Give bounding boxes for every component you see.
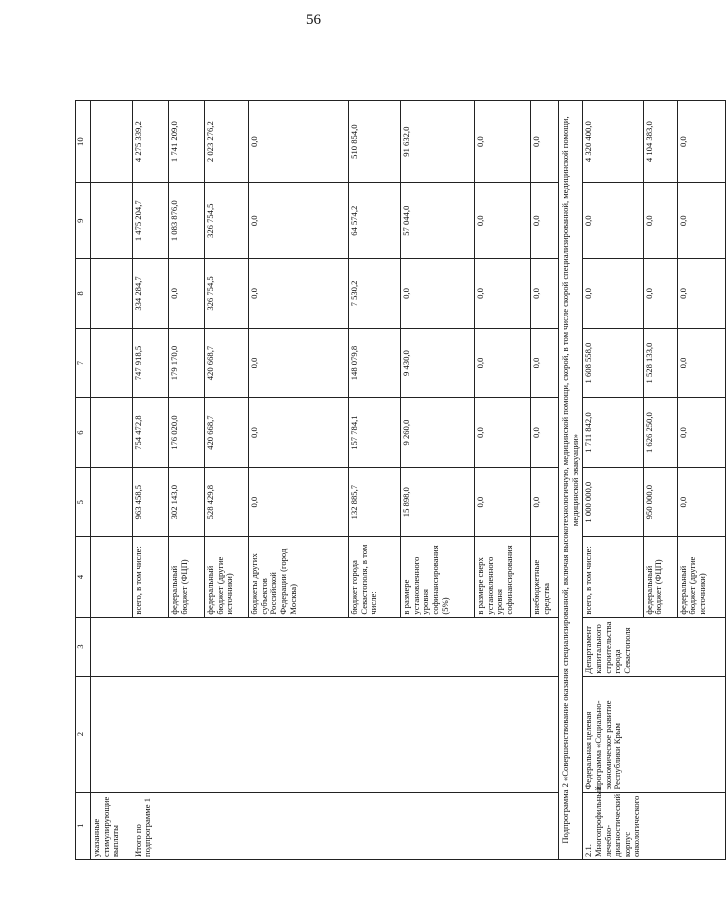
table-row bbox=[531, 101, 559, 860]
cell-value: 0,0 bbox=[475, 467, 531, 537]
budget-table bbox=[75, 100, 726, 860]
cell-value: 0,0 bbox=[169, 259, 205, 329]
cell-value bbox=[91, 101, 133, 183]
col-header: 8 bbox=[76, 259, 91, 329]
cell-value: 420 668,7 bbox=[205, 328, 249, 398]
cell-text bbox=[91, 676, 133, 792]
cell-text bbox=[133, 676, 169, 792]
cell-value: 7 530,2 bbox=[349, 259, 401, 329]
table-row bbox=[475, 101, 531, 860]
cell-value: 528 429,8 bbox=[205, 467, 249, 537]
cell-value: 0,0 bbox=[677, 328, 725, 398]
cell-value: 0,0 bbox=[677, 398, 725, 468]
cell-text: федеральный бюджет (другие источники) bbox=[205, 537, 249, 617]
cell-value: 0,0 bbox=[583, 183, 643, 259]
cell-text: Федеральная целевая программа «Социально-экономическое развитие Республики Крым bbox=[583, 676, 643, 792]
cell-value: 64 574,2 bbox=[349, 183, 401, 259]
cell-value: 148 079,8 bbox=[349, 328, 401, 398]
cell-value: 0,0 bbox=[677, 101, 725, 183]
cell-value bbox=[91, 328, 133, 398]
col-header: 7 bbox=[76, 328, 91, 398]
col-header: 1 bbox=[76, 792, 91, 859]
cell-value: 0,0 bbox=[475, 101, 531, 183]
col-header: 10 bbox=[76, 101, 91, 183]
column-number-row bbox=[76, 101, 91, 860]
cell-value: 963 458,5 bbox=[133, 467, 169, 537]
cell-text bbox=[249, 792, 349, 859]
cell-value: 0,0 bbox=[249, 259, 349, 329]
cell-value: 0,0 bbox=[249, 467, 349, 537]
cell-value: 0,0 bbox=[531, 259, 559, 329]
cell-text bbox=[91, 617, 133, 676]
cell-value: 950 000,0 bbox=[643, 467, 677, 537]
cell-value bbox=[91, 259, 133, 329]
cell-text bbox=[475, 792, 531, 859]
cell-text bbox=[531, 792, 559, 859]
cell-value: 4 320 400,0 bbox=[583, 101, 643, 183]
cell-text: указанные стимулирующие выплаты bbox=[91, 792, 133, 859]
table-row bbox=[205, 101, 249, 860]
cell-value: 0,0 bbox=[401, 259, 475, 329]
page-number: 56 bbox=[306, 12, 321, 28]
cell-text bbox=[349, 617, 401, 676]
cell-value: 0,0 bbox=[475, 398, 531, 468]
cell-text: бюджеты других субъектов Российской Федерации (город Москва) bbox=[249, 537, 349, 617]
cell-value: 0,0 bbox=[643, 183, 677, 259]
cell-text bbox=[643, 676, 677, 792]
cell-text bbox=[475, 617, 531, 676]
table-row bbox=[583, 101, 643, 860]
cell-value: 2 023 276,2 bbox=[205, 101, 249, 183]
col-header: 9 bbox=[76, 183, 91, 259]
cell-text bbox=[531, 617, 559, 676]
cell-value: 9 260,0 bbox=[401, 398, 475, 468]
cell-text bbox=[349, 676, 401, 792]
cell-value: 0,0 bbox=[531, 467, 559, 537]
cell-value: 0,0 bbox=[475, 259, 531, 329]
cell-text bbox=[169, 617, 205, 676]
cell-value: 1 741 209,0 bbox=[169, 101, 205, 183]
cell-value: 754 472,8 bbox=[133, 398, 169, 468]
cell-value bbox=[91, 398, 133, 468]
cell-value: 326 754,5 bbox=[205, 259, 249, 329]
cell-text bbox=[349, 792, 401, 859]
cell-value: 0,0 bbox=[531, 328, 559, 398]
col-header: 4 bbox=[76, 537, 91, 617]
cell-text bbox=[249, 676, 349, 792]
cell-text: в размере сверх установленного уровня софинансирования bbox=[475, 537, 531, 617]
cell-text bbox=[205, 792, 249, 859]
cell-value: 1 711 842,0 bbox=[583, 398, 643, 468]
table-row bbox=[91, 101, 133, 860]
cell-text: 2.1. Многопрофильный лечебно-диагностический корпус онкологического bbox=[583, 792, 643, 859]
cell-value: 302 143,0 bbox=[169, 467, 205, 537]
cell-text bbox=[677, 792, 725, 859]
section-header bbox=[559, 101, 583, 860]
cell-text bbox=[401, 792, 475, 859]
cell-value: 510 854,0 bbox=[349, 101, 401, 183]
col-header: 5 bbox=[76, 467, 91, 537]
cell-value: 91 632,0 bbox=[401, 101, 475, 183]
cell-value: 326 754,5 bbox=[205, 183, 249, 259]
table-row bbox=[169, 101, 205, 860]
table-body-subprogram-1 bbox=[91, 101, 559, 860]
cell-text bbox=[475, 676, 531, 792]
cell-value: 0,0 bbox=[677, 183, 725, 259]
cell-value: 1 528 133,0 bbox=[643, 328, 677, 398]
cell-text bbox=[531, 676, 559, 792]
cell-text bbox=[133, 617, 169, 676]
cell-text: Департамент капитального строительства города Севастополя bbox=[583, 617, 643, 676]
cell-text: бюджет города Севастополя, в том числе: bbox=[349, 537, 401, 617]
cell-text: федеральный бюджет (другие источники) bbox=[677, 537, 725, 617]
cell-value: 176 020,0 bbox=[169, 398, 205, 468]
section-title: Подпрограмма 2 «Совершенствование оказания специализированной, включая высокотехнологичную, медицинской помощи, скорой, в том числе скорой специализированной, медицинской помощи, медицинской эвакуации» bbox=[559, 101, 583, 860]
cell-text bbox=[643, 792, 677, 859]
cell-text: в размере установленного уровня софинансирования (5%) bbox=[401, 537, 475, 617]
cell-value: 0,0 bbox=[249, 328, 349, 398]
cell-value: 0,0 bbox=[249, 183, 349, 259]
cell-value: 0,0 bbox=[531, 183, 559, 259]
cell-text bbox=[401, 617, 475, 676]
cell-value: 15 898,0 bbox=[401, 467, 475, 537]
cell-value: 0,0 bbox=[583, 259, 643, 329]
cell-value: 1 626 250,0 bbox=[643, 398, 677, 468]
cell-value: 1 475 204,7 bbox=[133, 183, 169, 259]
cell-value: 334 284,7 bbox=[133, 259, 169, 329]
cell-value: 1 000 000,0 bbox=[583, 467, 643, 537]
cell-text bbox=[169, 792, 205, 859]
cell-text: федеральный бюджет (ФЦП) bbox=[643, 537, 677, 617]
cell-text bbox=[677, 676, 725, 792]
cell-value: 57 044,0 bbox=[401, 183, 475, 259]
cell-value: 747 918,5 bbox=[133, 328, 169, 398]
cell-text bbox=[401, 676, 475, 792]
table-row bbox=[133, 101, 169, 860]
cell-text: Итого по подпрограмме 1 bbox=[133, 792, 169, 859]
cell-value: 4 275 339,2 bbox=[133, 101, 169, 183]
cell-text: всего, в том числе: bbox=[133, 537, 169, 617]
cell-value: 0,0 bbox=[249, 398, 349, 468]
cell-text bbox=[643, 617, 677, 676]
cell-text bbox=[169, 676, 205, 792]
cell-value: 0,0 bbox=[475, 183, 531, 259]
col-header: 6 bbox=[76, 398, 91, 468]
cell-value: 0,0 bbox=[249, 101, 349, 183]
cell-text bbox=[205, 617, 249, 676]
cell-value: 0,0 bbox=[531, 398, 559, 468]
table-body-subprogram-2 bbox=[583, 101, 725, 860]
cell-value: 0,0 bbox=[677, 467, 725, 537]
table-row bbox=[349, 101, 401, 860]
cell-value bbox=[91, 183, 133, 259]
cell-text: федеральный бюджет (ФЦП) bbox=[169, 537, 205, 617]
col-header: 3 bbox=[76, 617, 91, 676]
cell-value: 1 083 876,0 bbox=[169, 183, 205, 259]
cell-value: 420 668,7 bbox=[205, 398, 249, 468]
cell-text bbox=[677, 617, 725, 676]
cell-value: 0,0 bbox=[677, 259, 725, 329]
cell-value: 132 885,7 bbox=[349, 467, 401, 537]
col-header: 2 bbox=[76, 676, 91, 792]
cell-value: 179 170,0 bbox=[169, 328, 205, 398]
cell-value: 1 608 558,0 bbox=[583, 328, 643, 398]
cell-text bbox=[91, 537, 133, 617]
cell-text: внебюджетные средства bbox=[531, 537, 559, 617]
cell-value: 157 784,1 bbox=[349, 398, 401, 468]
table-row bbox=[401, 101, 475, 860]
cell-text: всего, в том числе: bbox=[583, 537, 643, 617]
cell-text bbox=[249, 617, 349, 676]
table-row bbox=[643, 101, 677, 860]
cell-value: 4 104 383,0 bbox=[643, 101, 677, 183]
table-row bbox=[677, 101, 725, 860]
cell-text bbox=[205, 676, 249, 792]
table-row bbox=[249, 101, 349, 860]
rotated-table-container bbox=[75, 100, 707, 860]
cell-value bbox=[91, 467, 133, 537]
cell-value: 0,0 bbox=[531, 101, 559, 183]
cell-value: 9 430,0 bbox=[401, 328, 475, 398]
cell-value: 0,0 bbox=[475, 328, 531, 398]
cell-value: 0,0 bbox=[643, 259, 677, 329]
